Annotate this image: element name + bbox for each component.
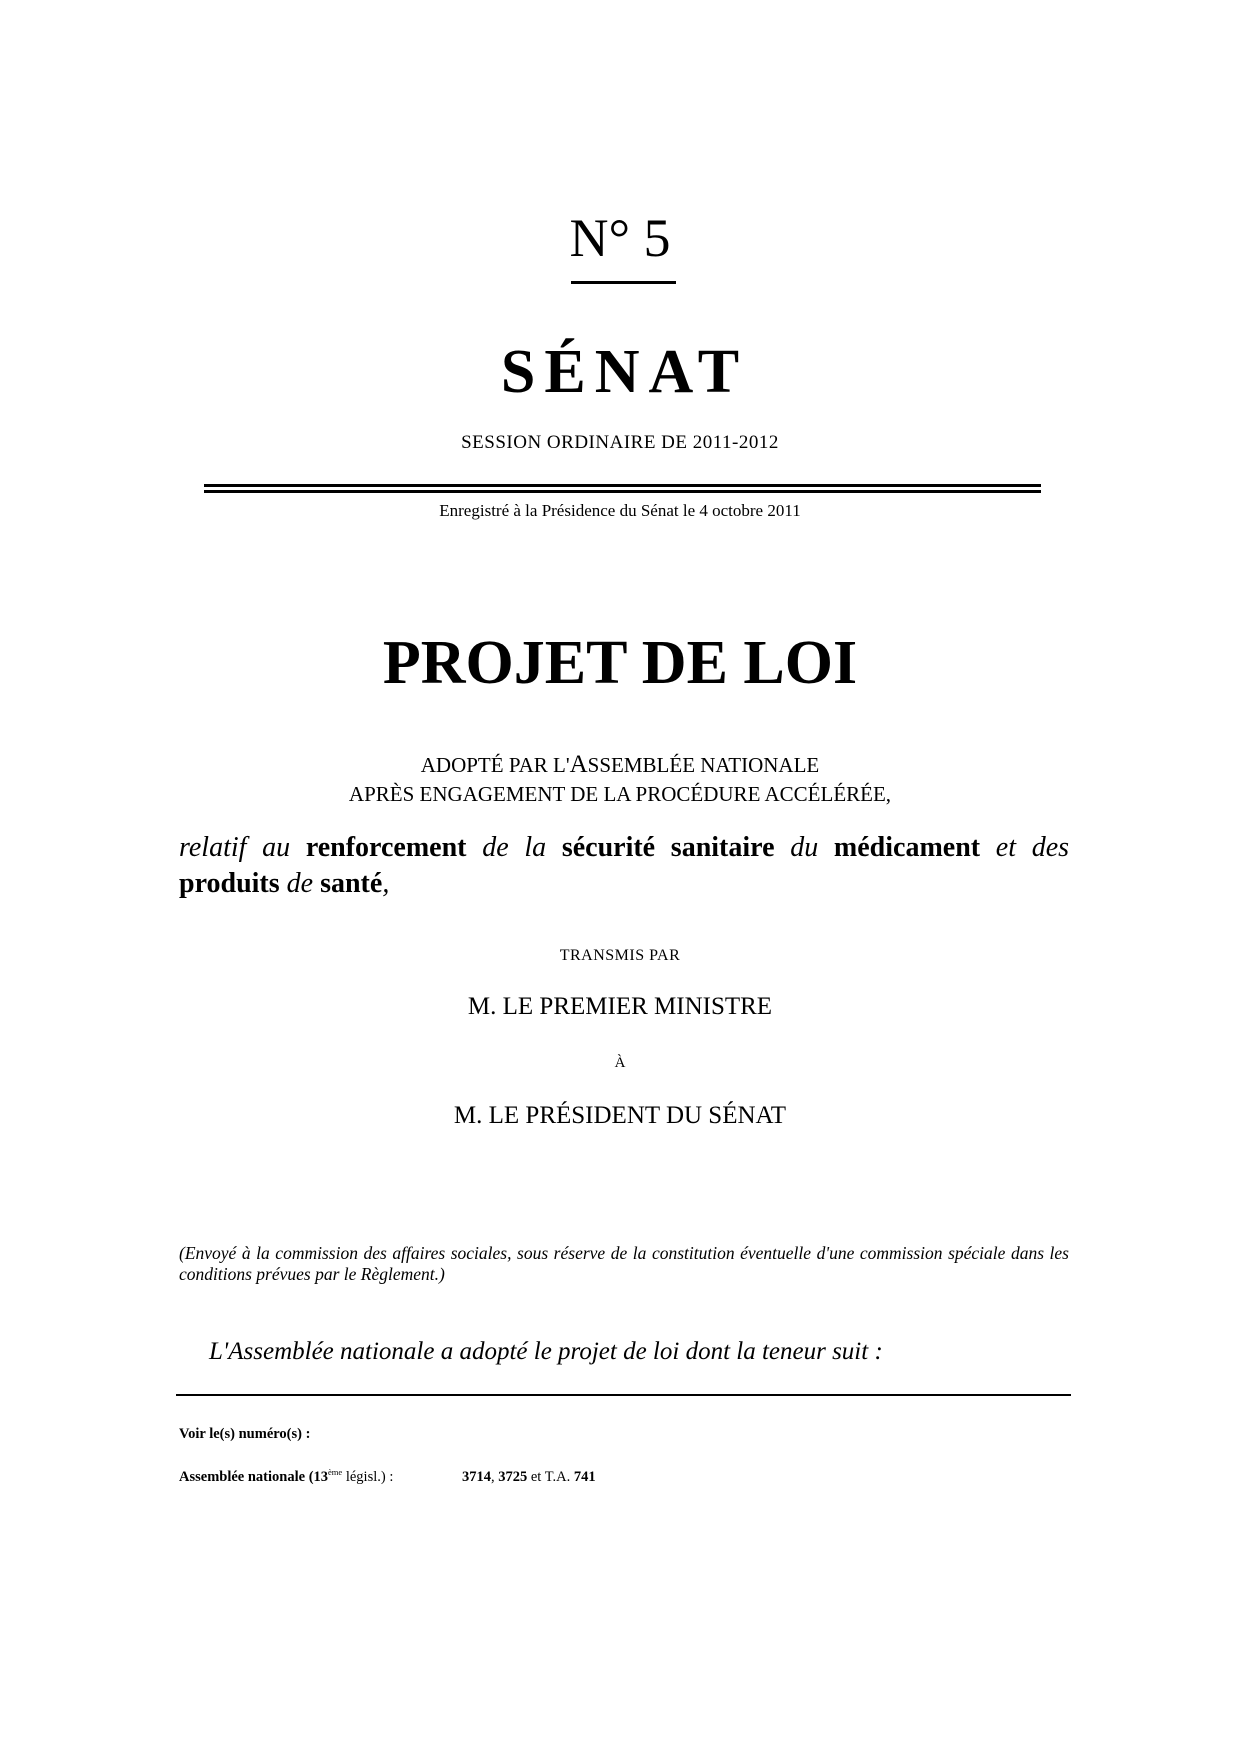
subject-word: du: [790, 832, 819, 863]
committee-referral-note: (Envoyé à la commission des affaires sociales, sous réserve de la constitution éventuelle d'une commission spéciale dans les conditions prévues par le Règlement.): [179, 1243, 1069, 1284]
bill-subject: [179, 830, 1069, 902]
adoption-line-1: [0, 752, 1240, 778]
reference-separator: et T.A.: [527, 1469, 574, 1485]
paren-open: (: [305, 1469, 314, 1485]
subject-word: ,: [382, 868, 390, 899]
footer-rule: [176, 1394, 1071, 1396]
subject-word: médicament: [833, 832, 981, 863]
assembly-numbers: [462, 1468, 596, 1486]
header-rule-top: [204, 484, 1041, 487]
adoption-line-1-c: SSEMBLÉE NATIONALE: [587, 753, 820, 777]
adoption-line-2: APRÈS ENGAGEMENT DE LA PROCÉDURE ACCÉLÉRÉE,: [348, 782, 892, 806]
legislature-suffix: ème: [328, 1467, 343, 1477]
legislature-number: 13: [313, 1469, 329, 1485]
subject-word: santé: [320, 868, 383, 899]
subject-word: sécurité sanitaire: [561, 832, 775, 863]
adoption-line-1-b: A: [569, 751, 588, 778]
document-title: PROJET DE LOI: [382, 629, 858, 697]
recipient: M. LE PRÉSIDENT DU SÉNAT: [453, 1102, 787, 1129]
registration-date: Enregistré à la Présidence du Sénat le 4 octobre 2011: [439, 501, 801, 520]
reference-number: 3725: [498, 1469, 528, 1485]
number-underline: [571, 281, 676, 284]
subject-word: produits: [179, 868, 280, 899]
sender: M. LE PREMIER MINISTRE: [467, 993, 773, 1020]
subject-word: renforcement: [305, 832, 467, 863]
session-line: SESSION ORDINAIRE DE 2011-2012: [461, 432, 779, 453]
institution-title: SÉNAT: [500, 338, 749, 406]
assembly-reference: [179, 1468, 393, 1486]
transmitted-by-label: TRANSMIS PAR: [559, 947, 681, 964]
header-rule-bottom: [204, 490, 1041, 493]
subject-word: relatif au: [179, 832, 291, 863]
subject-word: et des: [995, 832, 1070, 863]
subject-word: de la: [482, 832, 547, 863]
reference-number: 3714: [462, 1469, 491, 1485]
reference-number: 741: [573, 1469, 596, 1485]
subject-word: de: [286, 868, 314, 899]
see-numbers-label: Voir le(s) numéro(s) :: [179, 1426, 311, 1442]
reference-separator: ,: [491, 1469, 499, 1485]
preposition: À: [614, 1055, 626, 1071]
adoption-line-1-a: ADOPTÉ PAR L': [420, 753, 570, 777]
adoption-statement: L'Assemblée nationale a adopté le projet de loi dont la teneur suit :: [209, 1338, 883, 1365]
document-number: N° 5: [569, 208, 671, 268]
assembly-label: Assemblée nationale: [179, 1469, 306, 1485]
legislature-rest: législ.) :: [342, 1469, 394, 1485]
